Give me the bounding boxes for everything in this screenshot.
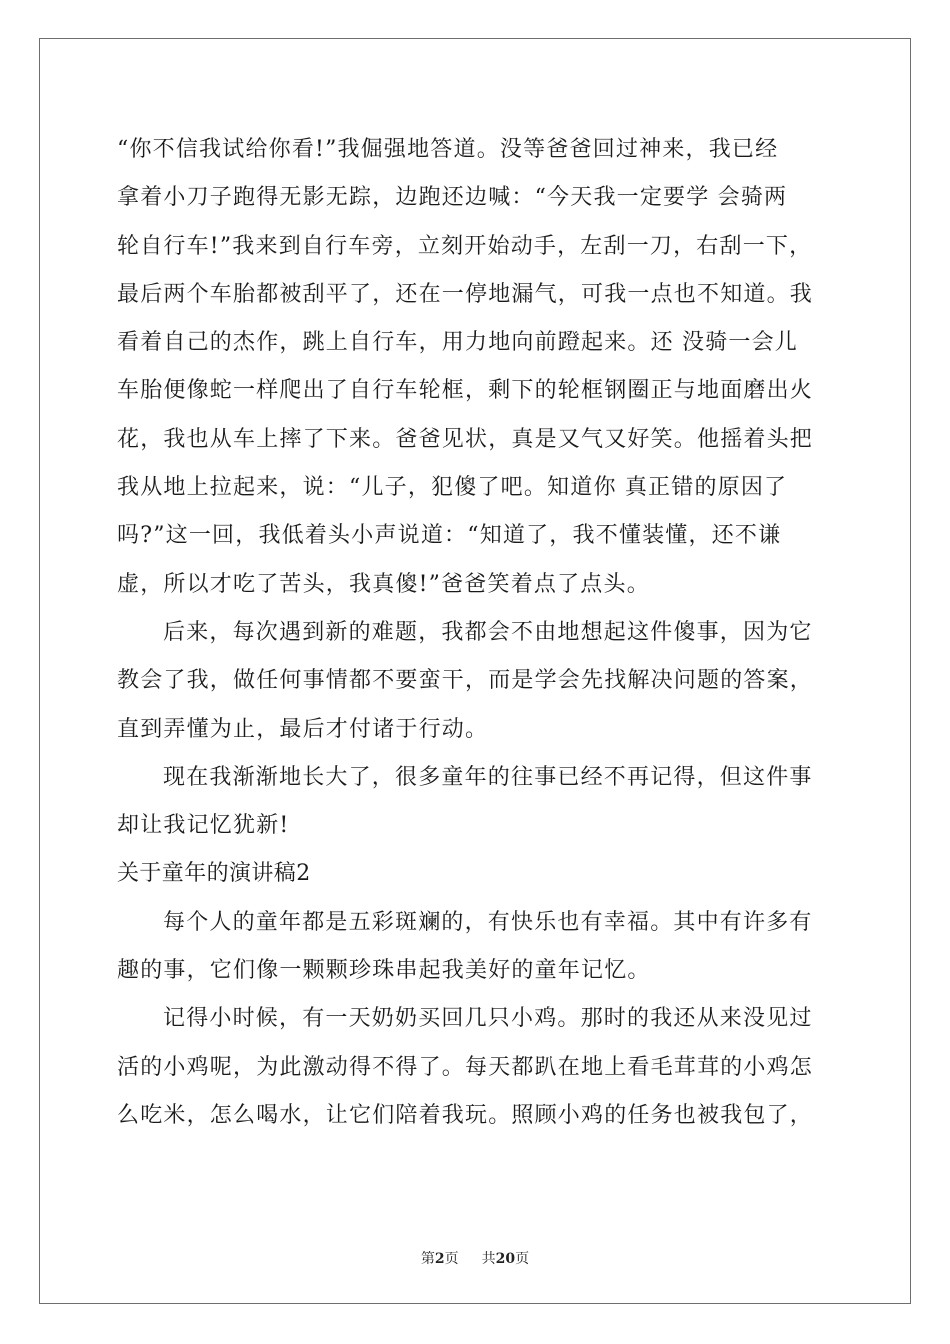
paragraph-start-line: 现在我渐渐地长大了，很多童年的往事已经不再记得，但这件事	[163, 764, 813, 790]
page-prefix: 第	[420, 1251, 435, 1267]
total-prefix: 共	[481, 1251, 496, 1267]
text-line: 教会了我，做任何事情都不要蛮干，而是学会先找解决问题的答案，	[117, 668, 814, 694]
text-line: 却让我记忆犹新!	[117, 813, 290, 839]
section-heading: 关于童年的演讲稿2	[117, 861, 311, 887]
total-pages-number: 20	[495, 1251, 516, 1267]
text-line: 么吃米，怎么喝水，让它们陪着我玩。照顾小鸡的任务也被我包了，	[117, 1102, 814, 1128]
page-indicator	[421, 1248, 459, 1268]
page-number: 2	[434, 1251, 445, 1267]
text-line: 轮自行车!”我来到自行车旁，立刻开始动手，左刮一刀，右刮一下，	[117, 233, 813, 259]
total-pages-indicator	[482, 1248, 529, 1268]
text-line: 活的小鸡呢，为此激动得不得了。每天都趴在地上看毛茸茸的小鸡怎	[117, 1054, 814, 1080]
text-line: 虚，所以才吃了苦头，我真傻!”爸爸笑着点了点头。	[117, 571, 650, 597]
text-line: 车胎便像蛇一样爬出了自行车轮框，剩下的轮框钢圈正与地面磨出火	[117, 378, 814, 404]
page-footer	[0, 1248, 950, 1268]
text-line: 花，我也从车上摔了下来。爸爸见状，真是又气又好笑。他摇着头把	[117, 426, 814, 452]
text-line: 拿着小刀子跑得无影无踪，边跑还边喊：“今天我一定要学 会骑两	[117, 185, 788, 211]
paragraph-start-line: 记得小时候，有一天奶奶买回几只小鸡。那时的我还从来没见过	[163, 1006, 813, 1032]
page-suffix: 页	[444, 1251, 459, 1267]
document-body	[117, 126, 852, 1140]
text-line: 看着自己的杰作，跳上自行车，用力地向前蹬起来。还 没骑一会儿	[117, 330, 798, 356]
text-line: 吗?”这一回，我低着头小声说道：“知道了，我不懂装懂，还不谦	[117, 523, 782, 549]
paragraph-start-line: 后来，每次遇到新的难题，我都会不由地想起这件傻事，因为它	[163, 619, 813, 645]
paragraph-start-line: 每个人的童年都是五彩斑斓的，有快乐也有幸福。其中有许多有	[163, 909, 813, 935]
text-line: 趣的事，它们像一颗颗珍珠串起我美好的童年记忆。	[117, 958, 651, 984]
total-suffix: 页	[515, 1251, 530, 1267]
text-line: “你不信我试给你看!”我倔强地答道。没等爸爸回过神来，我已经	[117, 137, 779, 162]
text-line: 我从地上拉起来，说：“儿子，犯傻了吧。知道你 真正错的原因了	[117, 475, 788, 501]
text-line: 最后两个车胎都被刮平了，还在一停地漏气，可我一点也不知道。我	[117, 281, 814, 307]
text-line: 直到弄懂为止，最后才付诸于行动。	[117, 716, 489, 742]
